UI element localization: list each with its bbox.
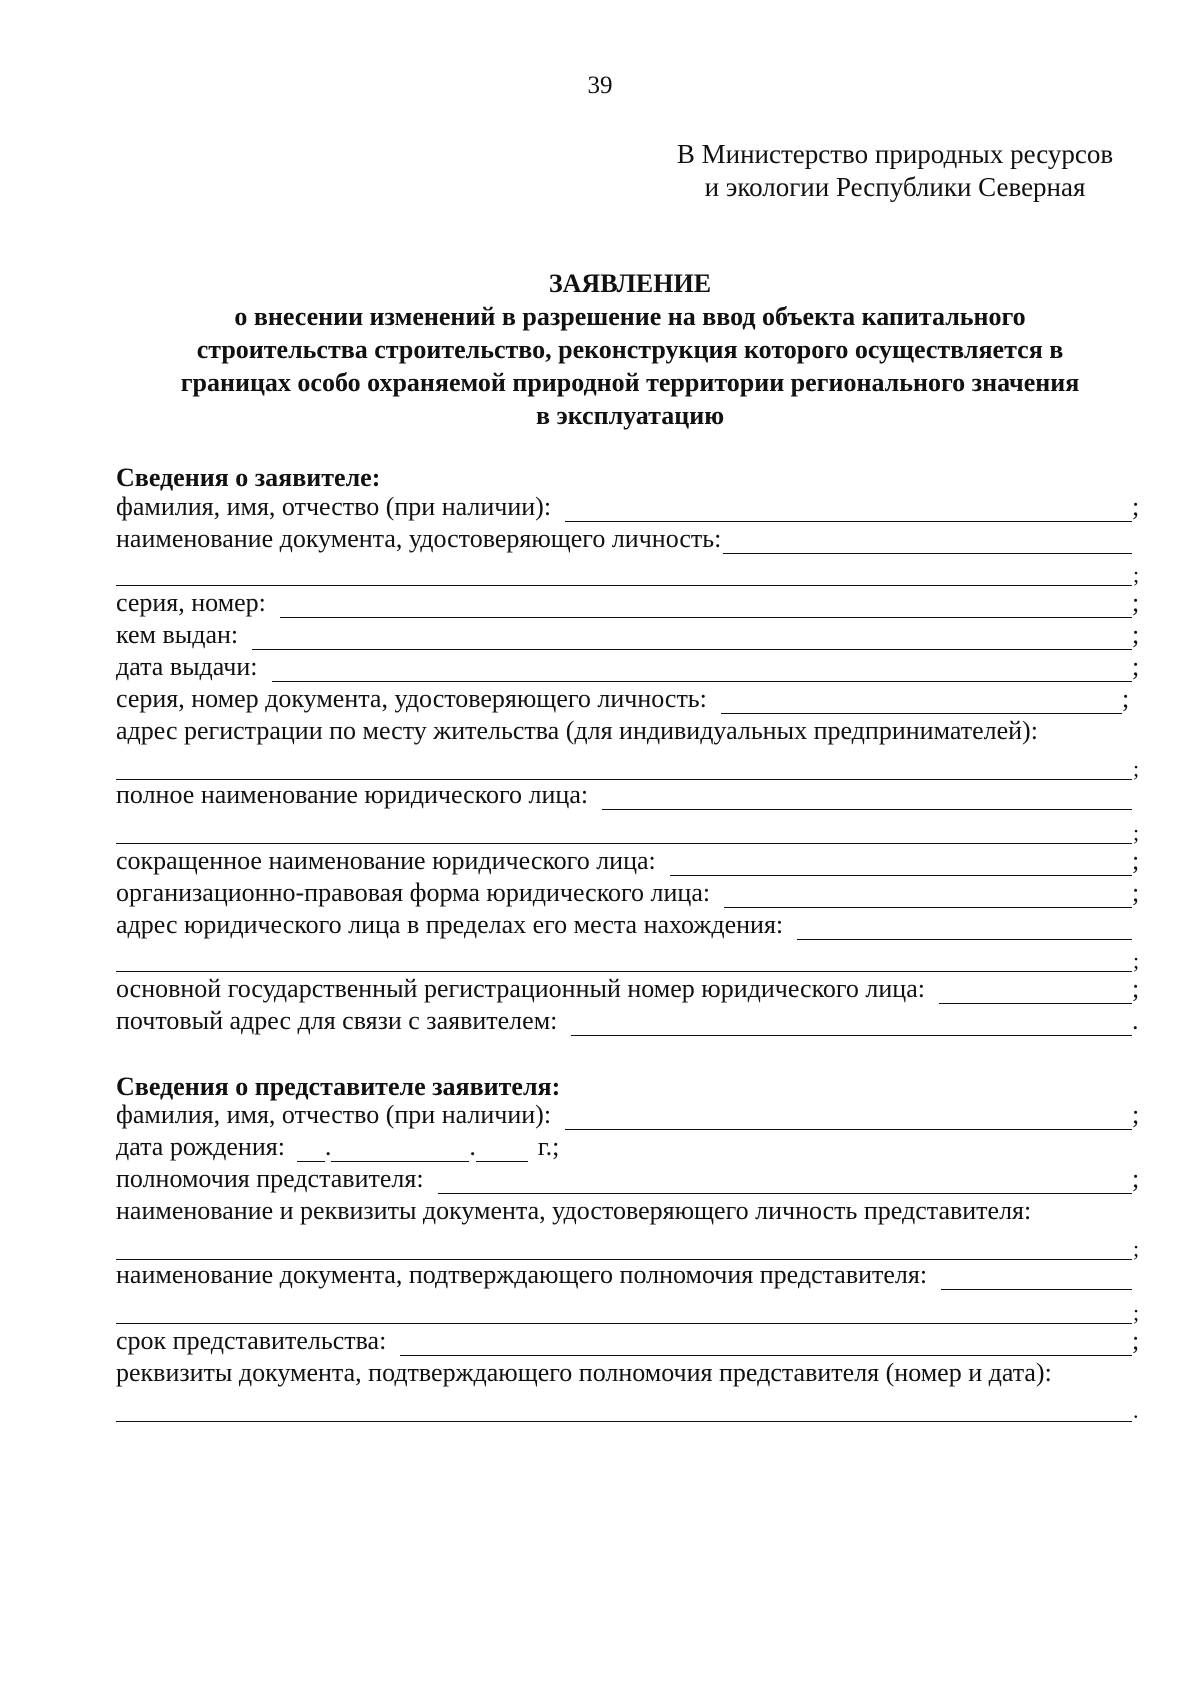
document-title [110,267,1150,432]
field-label: полное наименование юридического лица: [116,780,589,809]
field-blank[interactable] [252,627,1132,650]
field-blank[interactable] [565,499,1132,522]
field-label: дата рождения: [116,1132,285,1161]
applicant-legal-address-continuation[interactable] [116,970,1132,972]
field-label: основной государственный регистрационный номер юридического лица: [116,974,925,1003]
field-blank[interactable] [565,1107,1132,1130]
field-blank[interactable] [400,1333,1132,1356]
addressee-line-1: В Министерство природных ресурсов [676,139,1114,169]
field-label: адрес регистрации по месту жительства (для индивидуальных предпринимателей): [116,716,1038,745]
representative-birth-date-field[interactable]: дата рождения: . . г.; [116,1132,560,1161]
field-blank[interactable] [721,691,1122,714]
applicant-issue-date-field[interactable] [116,652,1142,682]
applicant-postal-address-field[interactable] [116,1006,1142,1036]
field-label: фамилия, имя, отчество (при наличии): [116,492,552,521]
applicant-heading: Сведения о заявителе: [116,463,381,492]
field-label: наименование и реквизиты документа, удостоверяющего личность представителя: [116,1196,1032,1225]
field-label: серия, номер документа, удостоверяющего личность: [116,684,707,713]
title-main: ЗАЯВЛЕНИЕ [548,269,712,298]
applicant-legal-address-field[interactable] [116,910,1142,940]
title-line-1: о внесении изменений в разрешение на ввод объекта капитального [234,302,1026,331]
line-end: ; [1133,756,1140,781]
addressee-line-2: и экологии Республики Северная [704,172,1086,202]
representative-full-name-field[interactable] [116,1100,1142,1130]
field-blank[interactable] [939,981,1132,1004]
representative-term-field[interactable] [116,1326,1142,1356]
field-blank[interactable] [272,659,1132,682]
field-blank[interactable] [724,885,1132,908]
representative-authority-details-label-row [116,1358,1142,1388]
applicant-legal-short-name-field[interactable] [116,846,1142,876]
field-label: фамилия, имя, отчество (при наличии): [116,1100,552,1129]
field-end: ; [1132,1326,1140,1355]
field-label: серия, номер: [116,588,266,617]
title-line-2: строительства строительство, реконструкция которого осуществляется в [196,335,1064,364]
line-end: ; [1133,1300,1140,1325]
applicant-id-doc-series-field[interactable] [116,684,1132,714]
field-end: ; [1132,652,1140,681]
line-end: ; [1133,562,1140,587]
birth-day-blank[interactable] [297,1141,325,1162]
field-blank[interactable] [941,1267,1132,1290]
field-label: реквизиты документа, подтверждающего полномочия представителя (номер и дата): [116,1358,1052,1387]
field-label: почтовый адрес для связи с заявителем: [116,1006,558,1035]
field-end: . [1132,1006,1139,1035]
birth-month-blank[interactable] [331,1141,469,1162]
field-blank[interactable] [723,531,1132,554]
field-blank[interactable] [797,917,1132,940]
line-end: ; [1133,1236,1140,1261]
applicant-id-doc-field[interactable] [116,524,1142,554]
field-label: срок представительства: [116,1326,387,1355]
field-end: ; [1122,684,1130,713]
field-end: ; [1132,878,1140,907]
field-end: ; [1132,974,1140,1003]
line-end: . [1133,1398,1139,1423]
representative-id-doc-label-row [116,1196,1142,1226]
applicant-ogrn-field[interactable] [116,974,1142,1004]
applicant-full-name-field[interactable] [116,492,1142,522]
title-line-4: в эксплуатацию [535,401,725,430]
field-blank[interactable] [280,595,1132,618]
field-end: ; [1132,1100,1140,1129]
field-end: ; [1132,588,1140,617]
birth-date-suffix: г.; [537,1132,560,1161]
field-label: организационно-правовая форма юридического лица: [116,878,711,907]
line-end: ; [1133,948,1140,973]
field-label: наименование документа, удостоверяющего личность: [116,524,722,553]
birth-year-blank[interactable] [476,1141,528,1162]
page-number: 39 [587,72,613,99]
field-label: наименование документа, подтверждающего полномочия представителя: [116,1260,928,1289]
field-blank[interactable] [438,1171,1132,1194]
addressee [660,138,1130,204]
field-end: ; [1132,1164,1140,1193]
field-label: кем выдан: [116,620,239,649]
representative-powers-field[interactable] [116,1164,1142,1194]
field-end: ; [1132,846,1140,875]
applicant-registration-address-label-row [116,716,1142,746]
title-line-3: границах особо охраняемой природной территории регионального значения [180,368,1080,397]
line-end: ; [1133,820,1140,845]
field-end: ; [1132,492,1140,521]
representative-authority-doc-field[interactable] [116,1260,1142,1290]
field-end: ; [1132,620,1140,649]
field-blank[interactable] [602,787,1132,810]
applicant-id-doc-continuation[interactable] [116,584,1132,586]
applicant-legal-full-name-continuation[interactable] [116,842,1132,844]
representative-authority-details-blank[interactable] [116,1420,1132,1422]
field-label: сокращенное наименование юридического лица: [116,846,656,875]
applicant-legal-full-name-field[interactable] [116,780,1142,810]
applicant-issued-by-field[interactable] [116,620,1142,650]
applicant-series-number-field[interactable] [116,588,1142,618]
field-blank[interactable] [571,1013,1132,1036]
representative-heading: Сведения о представителе заявителя: [116,1072,561,1101]
field-label: полномочия представителя: [116,1164,424,1193]
field-blank[interactable] [670,853,1132,876]
applicant-legal-form-field[interactable] [116,878,1142,908]
representative-authority-doc-continuation[interactable] [116,1322,1132,1324]
field-label: адрес юридического лица в пределах его места нахождения: [116,910,784,939]
field-label: дата выдачи: [116,652,258,681]
